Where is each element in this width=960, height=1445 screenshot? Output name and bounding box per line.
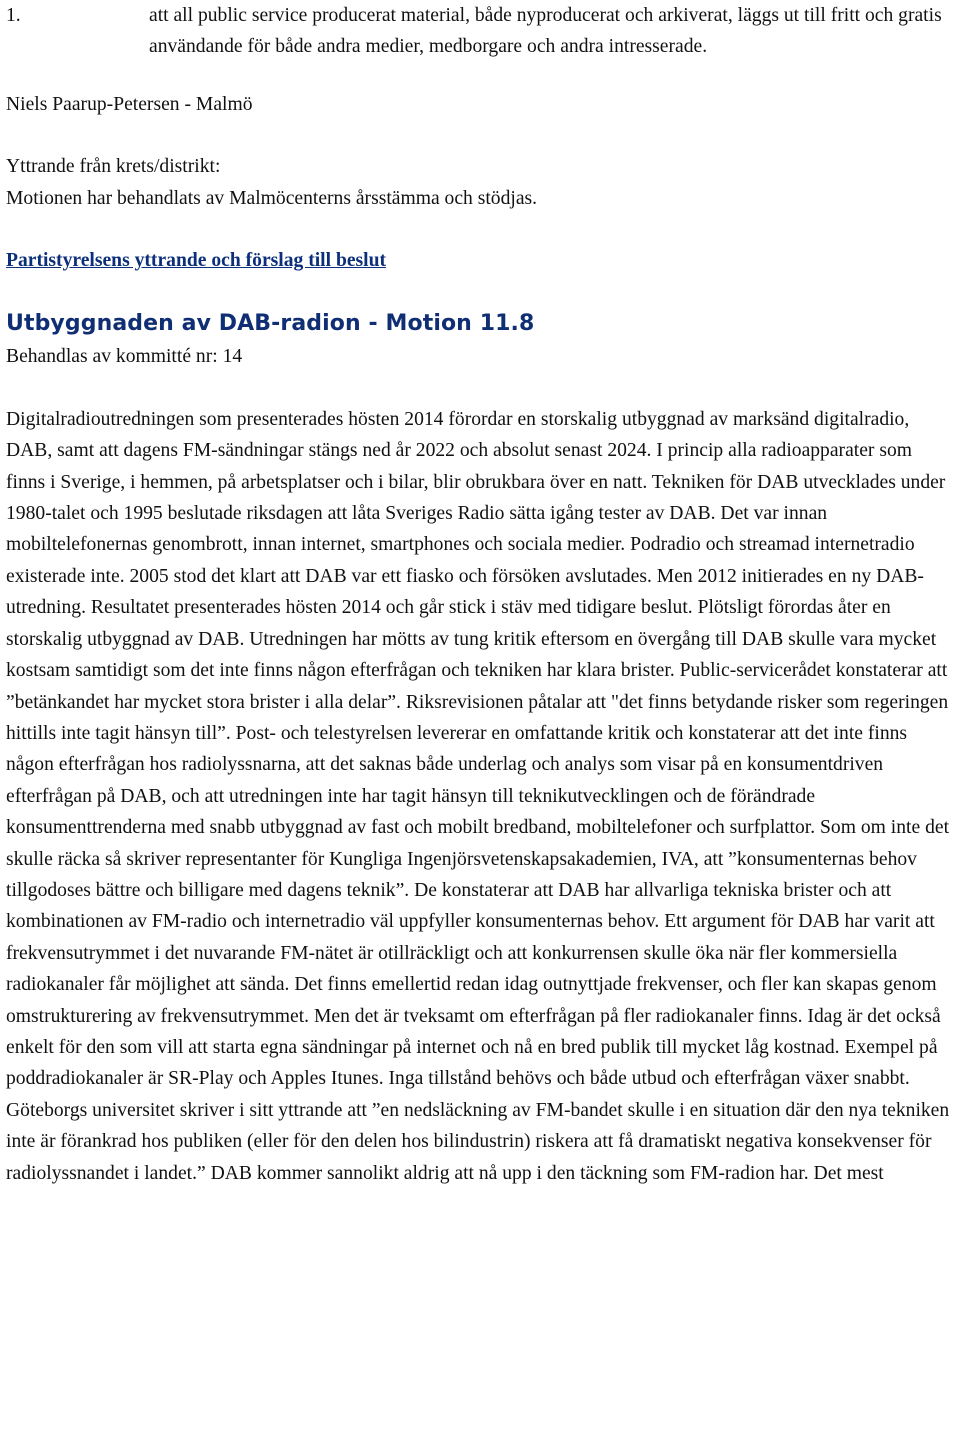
document-page: [6, 0, 956, 1189]
spacer: [6, 120, 956, 151]
district-label: Yttrande från krets/distrikt:: [6, 156, 221, 178]
list-item: [6, 0, 956, 63]
list-item-number: 1.: [6, 5, 21, 26]
board-heading-link[interactable]: Partistyrelsens yttrande och förslag till beslut: [6, 250, 387, 272]
author-line: Niels Paarup-Petersen - Malmö: [6, 93, 253, 115]
spacer: [6, 276, 956, 307]
list-item-text: att all public service producerat material, både nyproducerat och arkiverat, läggs ut till fritt och gratis användande för både andra medier, medborgare och andra intresserade.: [149, 5, 942, 58]
body-paragraph: Digitalradioutredningen som presenterades hösten 2014 förordar en storskalig utbyggnad av marksänd digitalradio, DAB, samt att dagens FM-sändningar stängs ned år 2022 och absolut senast 2024. I princip alla radioapparater som finns i Sverige, i hemmen, på arbetsplatser och i bilar, blir obrukbara över en natt. Tekniken för DAB utvecklades under 1980-talet och 1995 beslutade riksdagen att låta Sveriges Radio sätta igång tester av DAB. Det var innan mobiltelefonernas genombrott, innan internet, smartphones och sociala medier. Podradio och streamad internetradio existerade inte. 2005 stod det klart att DAB var ett fiasko och försöken avslutades. Men 2012 initierades en ny DAB-utredning. Resultatet presenterades hösten 2014 och går stick i stäv med tidigare beslut. Plötsligt förordas åter en storskalig utbyggnad av DAB. Utredningen har mötts av tung kritik eftersom en övergång till DAB skulle vara mycket kostsam samtidigt som det inte finns någon efterfrågan och tekniken har klara brister. Public-servicerådet konstaterar att ”betänkandet har mycket stora brister i alla delar”. Riksrevisionen påtalar att "det finns betydande risker som regeringen hittills inte tagit hänsyn till”. Post- och telestyrelsen levererar en omfattande kritik och konstaterar att det inte finns någon efterfrågan hos radiolyssnarna, att det saknas både underlag och analys som visar på en konsumentdriven efterfrågan på DAB, och att utredningen inte har tagit hänsyn till teknikutvecklingen och de förändrade konsumenttrenderna med snabb utbyggnad av fast och mobilt bredband, mobiltelefoner och surfplattor. Som om inte det skulle räcka så skriver representanter för Kungliga Ingenjörsvetenskapsakademien, IVA, att ”konsumenternas behov tillgodoses bättre och billigare med dagens teknik”. De konstaterar att DAB har allvarliga tekniska brister och att kombinationen av FM-radio och internetradio väl uppfyller konsumenternas behov. Ett argument för DAB har varit att frekvensutrymmet i det nuvarande FM-nätet är otillräckligt och att konkurrensen skulle öka när fler kommersiella radiokanaler får möjlighet att sända. Det finns emellertid redan idag outnyttjade frekvenser, och fler kan skapas genom omstrukturering av frekvensutrymmet. Men det är tveksamt om efterfrågan på fler radiokanaler finns. Idag är det också enkelt för den som vill att starta egna sändningar på internet och nå en bred publik till mycket låg kostnad. Exempel på poddradiokanaler är SR-Play och Apples Itunes. Inga tillstånd behövs och både utbud och efterfrågan växer snabbt. Göteborgs universitet skriver i sitt yttrande att ”en nedsläckning av FM-bandet skulle i en situation där den nya tekniken inte är förankrad hos publiken (eller för den delen hos bilindustrin) riskera att få dramatiskt negativa konsekvenser för radiolyssnandet i landet.” DAB kommer sannolikt aldrig att nå upp i den täckning som FM-radion har. Det mest: [6, 408, 950, 1184]
district-text: Motionen har behandlats av Malmöcenterns årsstämma och stödjas.: [6, 187, 538, 209]
spacer: [6, 63, 956, 89]
committee-line: Behandlas av kommitté nr: 14: [6, 346, 243, 368]
spacer: [6, 214, 956, 245]
section-title: Utbyggnaden av DAB-radion - Motion 11.8: [6, 311, 535, 337]
spacer: [6, 373, 956, 404]
